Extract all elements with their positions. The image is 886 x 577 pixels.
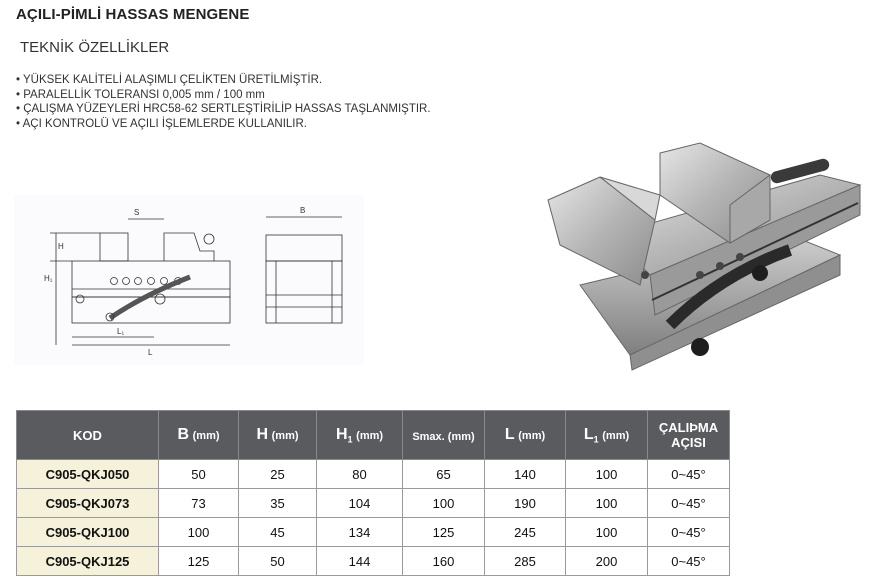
cell-b: 100 — [159, 518, 239, 547]
feature-item: • AÇI KONTROLÜ VE AÇILI İŞLEMLERDE KULLANILIR. — [16, 117, 431, 132]
cell-l: 245 — [485, 518, 566, 547]
page-title: AÇILI-PİMLİ HASSAS MENGENE — [16, 6, 250, 23]
header-b: B (mm) — [159, 411, 239, 460]
cell-angle: 0~45° — [648, 518, 730, 547]
cell-l: 140 — [485, 460, 566, 489]
dim-h-label: H — [58, 242, 64, 251]
cell-angle: 0~45° — [648, 489, 730, 518]
header-kod: KOD — [17, 411, 159, 460]
cell-h: 50 — [239, 547, 317, 576]
feature-item: • ÇALIŞMA YÜZEYLERİ HRC58-62 SERTLEŞTİRİLİP HASSAS TAŞLANMIŞTIR. — [16, 102, 431, 117]
cell-smax: 125 — [403, 518, 485, 547]
cell-h1: 80 — [317, 460, 403, 489]
table-row — [17, 547, 730, 576]
header-l: L (mm) — [485, 411, 566, 460]
feature-item: • PARALELLİK TOLERANSI 0,005 mm / 100 mm — [16, 88, 431, 103]
table-row — [17, 460, 730, 489]
header-l1: $L_1$ (mm) — [566, 411, 648, 460]
header-h: H (mm) — [239, 411, 317, 460]
cell-h1: 104 — [317, 489, 403, 518]
feature-list — [16, 73, 431, 131]
cell-smax: 160 — [403, 547, 485, 576]
dim-l1-label: L₁ — [117, 327, 125, 336]
cell-h: 35 — [239, 489, 317, 518]
cell-angle: 0~45° — [648, 547, 730, 576]
cell-l: 285 — [485, 547, 566, 576]
table-row — [17, 489, 730, 518]
cell-kod: C905-QKJ125 — [17, 547, 159, 576]
cell-kod: C905-QKJ050 — [17, 460, 159, 489]
cell-smax: 100 — [403, 489, 485, 518]
cell-b: 50 — [159, 460, 239, 489]
cell-b: 125 — [159, 547, 239, 576]
cell-kod: C905-QKJ073 — [17, 489, 159, 518]
cell-l1: 100 — [566, 489, 648, 518]
cell-l: 190 — [485, 489, 566, 518]
cell-h: 25 — [239, 460, 317, 489]
table-row — [17, 518, 730, 547]
table-header-row — [17, 411, 730, 460]
cell-l1: 100 — [566, 460, 648, 489]
cell-kod: C905-QKJ100 — [17, 518, 159, 547]
cell-h1: 134 — [317, 518, 403, 547]
cell-l1: 200 — [566, 547, 648, 576]
dim-b-label: B — [300, 206, 306, 215]
specification-table — [16, 410, 730, 576]
header-smax: Smax. (mm) — [403, 411, 485, 460]
cell-l1: 100 — [566, 518, 648, 547]
header-h1: $H_1$ (mm) — [317, 411, 403, 460]
product-photo — [540, 125, 870, 375]
cell-smax: 65 — [403, 460, 485, 489]
cell-angle: 0~45° — [648, 460, 730, 489]
cell-h: 45 — [239, 518, 317, 547]
technical-drawing — [14, 195, 364, 365]
header-angle: ÇALIÞMA AÇISI — [648, 411, 730, 460]
feature-item: • YÜKSEK KALİTELİ ALAŞIMLI ÇELİKTEN ÜRETİLMİŞTİR. — [16, 73, 431, 88]
section-subtitle: TEKNİK ÖZELLİKLER — [20, 39, 170, 56]
cell-h1: 144 — [317, 547, 403, 576]
dim-s-label: S — [134, 208, 140, 217]
dim-l-label: L — [148, 348, 153, 357]
cell-b: 73 — [159, 489, 239, 518]
dim-h1-label: H₁ — [44, 274, 53, 283]
